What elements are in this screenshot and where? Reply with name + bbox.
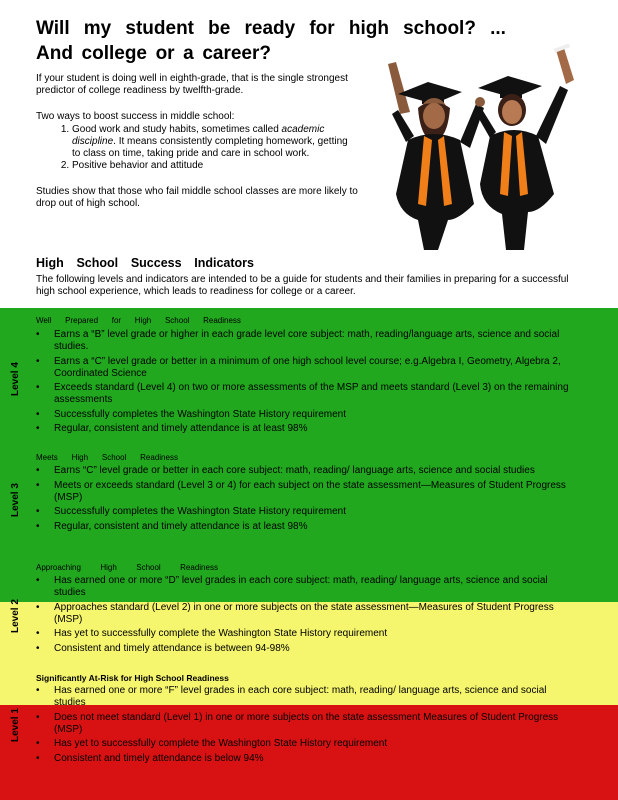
- way-item: 2. Positive behavior and attitude: [72, 160, 358, 172]
- level-1-label: Level 1: [10, 708, 21, 742]
- title-line-2: And college or a career?: [36, 43, 271, 64]
- list-item: • Consistent and timely attendance is between 94-98%: [36, 643, 576, 655]
- level-4-header: Well Prepared for High School Readiness: [36, 316, 241, 325]
- studies-text: Studies show that those who fail middle school classes are more likely to drop out of high school.: [36, 186, 358, 209]
- list-item: • Earns a “C” level grade or better in a minimum of one high school level course; e.g.Algebra I, Geometry, Algebra 2, Coordinated Science: [36, 356, 576, 380]
- intro-lead: If your student is doing well in eighth-grade, that is the single strongest predictor of college readiness by twelfth-grade.: [36, 73, 348, 96]
- list-item: • Has earned one or more “F” level grades in each core subject: math, reading/ language arts, science and social studies: [36, 685, 576, 709]
- level-3-header: Meets High School Readiness: [36, 453, 178, 462]
- ways-list: [36, 124, 358, 172]
- list-item: • Regular, consistent and timely attendance is at least 98%: [36, 521, 576, 533]
- list-item: • Earns “C” level grade or better in each core subject: math, reading/ language arts, science and social studies: [36, 465, 576, 477]
- level-4-label: Level 4: [10, 362, 21, 396]
- level-4-indicators: [36, 329, 576, 438]
- list-item: • Does not meet standard (Level 1) in one or more subjects on the state assessment Measures of Student Progress (MSP): [36, 712, 576, 736]
- level-3-indicators: [36, 465, 576, 535]
- intro-section: [36, 73, 358, 210]
- title-line-1: Will my student be ready for high school? ...: [36, 18, 506, 39]
- graduate-left-figure: [388, 62, 485, 250]
- level-2-label: Level 2: [10, 599, 21, 633]
- list-item: • Consistent and timely attendance is below 94%: [36, 753, 576, 765]
- ways-title: Two ways to boost success in middle school:: [36, 111, 235, 122]
- level-1-header: Significantly At-Risk for High School Readiness: [36, 673, 229, 683]
- indicators-heading: High School Success Indicators: [36, 256, 254, 270]
- list-item: • Approaches standard (Level 2) in one or more subjects on the state assessment—Measures of Student Progress (MSP): [36, 602, 576, 626]
- list-item: • Has earned one or more “D” level grades in each core subject: math, reading/ language arts, science and social studies: [36, 575, 576, 599]
- list-item: • Successfully completes the Washington State History requirement: [36, 506, 576, 518]
- level-2-header: Approaching High School Readiness: [36, 563, 218, 572]
- list-item: • Has yet to successfully complete the Washington State History requirement: [36, 628, 576, 640]
- list-item: • Meets or exceeds standard (Level 3 or 4) for each subject on the state assessment—Measures of Student Progress (MSP): [36, 480, 576, 504]
- graduates-photo: [378, 44, 574, 250]
- level-1-indicators: [36, 685, 576, 767]
- way-item: 1. Good work and study habits, sometimes called academic discipline. It means consistently completing homework, getting to class on time, taking pride and care in school work.: [72, 124, 358, 160]
- list-item: • Successfully completes the Washington State History requirement: [36, 409, 576, 421]
- level-3-label: Level 3: [10, 483, 21, 517]
- list-item: • Has yet to successfully complete the Washington State History requirement: [36, 738, 576, 750]
- list-item: • Regular, consistent and timely attendance is at least 98%: [36, 423, 576, 435]
- list-item: • Exceeds standard (Level 4) on two or more assessments of the MSP and meets standard (Level 3) on the remaining assessments: [36, 382, 576, 406]
- list-item: • Earns a “B” level grade or higher in each grade level core subject: math, reading/language arts, science and social studies.: [36, 329, 576, 353]
- level-2-indicators: [36, 575, 576, 657]
- graduate-right-figure: [474, 44, 574, 250]
- indicators-intro: The following levels and indicators are intended to be a guide for students and their families in preparing for a successful high school experience, which leads to readiness for college or a career.: [36, 274, 569, 297]
